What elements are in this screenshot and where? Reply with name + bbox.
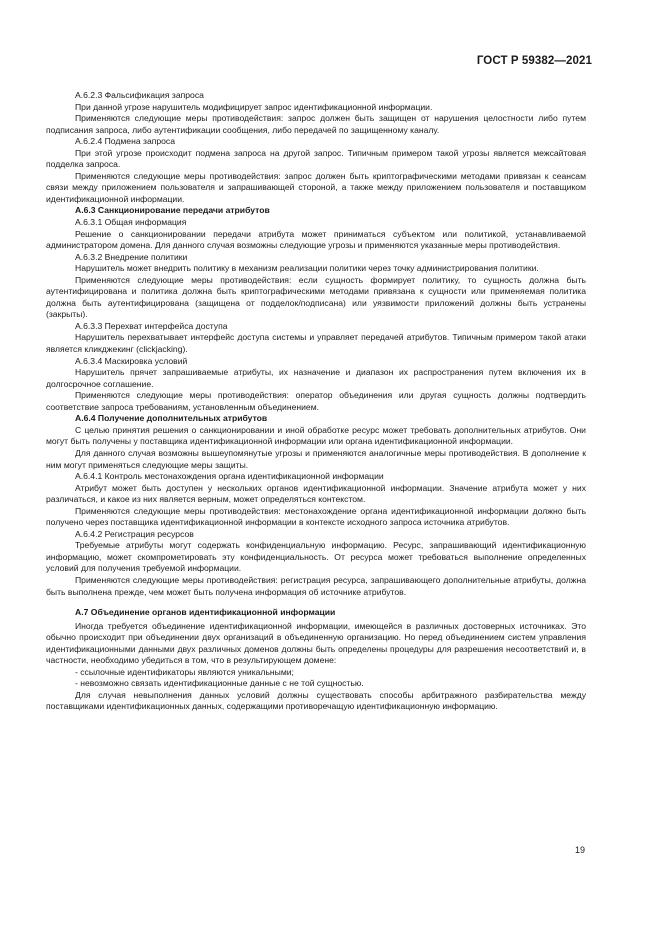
paragraph: Нарушитель перехватывает интерфейс доступа системы и управляет передачей атрибутов. Типичным примером такой атаки является кликджекинг (clickjacking). <box>46 332 586 355</box>
paragraph: При этой угрозе происходит подмена запроса на другой запрос. Типичным примером такой угрозы является межсайтовая подделка запроса. <box>46 147 586 170</box>
clause-heading: А.6.3.1 Общая информация <box>75 217 187 228</box>
paragraph: Для данного случая возможны вышеупомянутые угрозы и применяются аналогичные меры противодействия. В дополнение к ним могут применяться следующие меры защиты. <box>46 447 586 470</box>
subsection-heading: А.6.4 Получение дополнительных атрибутов <box>75 413 268 424</box>
paragraph: Иногда требуется объединение идентификационной информации, имеющейся в различных достоверных источниках. Это обычно происходит при объединении двух организаций в объединенную организацию. Но перед объединением систем управления идентификационными данными двух различных доменов должны быть определены процедуры для разрешения несоответствий и, в частности, необходимо убедиться в том, что в результирующем домене: <box>46 620 586 666</box>
paragraph: Применяются следующие меры противодействия: регистрация ресурса, запрашивающего дополнительные атрибуты, должна быть выполнена прежде, чем может быть получена информация об источнике атрибутов. <box>46 574 586 597</box>
paragraph: Решение о санкционировании передачи атрибута может приниматься субъектом или политикой, устанавливаемой администратором домена. Для данного случая возможны следующие угрозы и применяются указанные меры противодействия. <box>46 228 586 251</box>
paragraph: С целью принятия решения о санкционировании и иной обработке ресурс может требовать дополнительных атрибутов. Они могут быть получены у поставщика идентификационной информации или органа идентификационной информации. <box>46 424 586 447</box>
clause-heading: А.6.4.1 Контроль местонахождения органа идентификационной информации <box>75 471 384 482</box>
paragraph: Нарушитель может внедрить политику в механизм реализации политики через точку администрирования политики. <box>75 263 539 274</box>
paragraph: Применяются следующие меры противодействия: местонахождение органа идентификационной информации должно быть получено через поставщика идентификационной информации в контексте исходного запроса источника атрибутов. <box>46 505 586 528</box>
paragraph: Применяются следующие меры противодействия: если сущность формирует политику, то сущность должна быть аутентифицирована и политика должна быть криптографическими методами привязана к сущности или применяемая политика должна быть аутентифицирована (защищена от подделок/подписана) или уязвимости приложений должны быть устранены (закрыты). <box>46 274 586 320</box>
paragraph: Применяются следующие меры противодействия: запрос должен быть криптографическими методами привязан к сеансам связи между приложением пользователя и запрашивающей стороной, а также между приложением пользователя и поставщиком идентификационной информации. <box>46 170 586 204</box>
document-body <box>46 90 586 713</box>
document-header: ГОСТ Р 59382—2021 <box>476 55 592 67</box>
paragraph: При данной угрозе нарушитель модифицирует запрос идентификационной информации. <box>75 101 433 112</box>
list-item: - ссылочные идентификаторы являются уникальными; <box>75 666 294 677</box>
clause-heading: А.6.3.3 Перехват интерфейса доступа <box>75 320 228 331</box>
clause-heading: А.6.2.3 Фальсификация запроса <box>75 90 204 100</box>
clause-heading: А.6.2.4 Подмена запроса <box>75 136 176 147</box>
clause-heading: А.6.3.4 Маскировка условий <box>75 355 188 366</box>
paragraph: Требуемые атрибуты могут содержать конфиденциальную информацию. Ресурс, запрашивающий идентификационную информацию, может скомпрометировать эту конфиденциальность. От ресурса может требоваться выполнение определенных условий для получения требуемой информации. <box>46 540 586 574</box>
subsection-heading: А.6.3 Санкционирование передачи атрибутов <box>75 205 270 216</box>
section-heading: А.7 Объединение органов идентификационной информации <box>75 607 336 618</box>
paragraph: Применяются следующие меры противодействия: оператор объединения или другая сущность должны подтвердить соответствие запроса требованиям, установленным объединением. <box>46 390 586 412</box>
clause-heading: А.6.3.2 Внедрение политики <box>75 251 188 262</box>
paragraph: Для случая невыполнения данных условий должны существовать способы арбитражного разбирательства между поставщиками идентификационных данных, содержащими противоречащую идентификационную информацию. <box>46 689 586 712</box>
list-item: - невозможно связать идентификационные данные с не той сущностью. <box>75 678 364 689</box>
paragraph: Атрибут может быть доступен у нескольких органов идентификационной информации. Значение атрибута может у них различаться, и какое из них является верным, может определяться контекстом. <box>46 482 586 505</box>
page-number: 19 <box>574 845 585 855</box>
paragraph: Нарушитель прячет запрашиваемые атрибуты, их назначение и диапазон их распространения путем включения их в долгосрочное соглашение. <box>46 367 586 389</box>
clause-heading: А.6.4.2 Регистрация ресурсов <box>75 528 194 539</box>
paragraph: Применяются следующие меры противодействия: запрос должен быть защищен от нарушения целостности либо путем подписания запроса, либо аутентификации сообщения, либо передачей по защищенному каналу. <box>46 113 586 135</box>
